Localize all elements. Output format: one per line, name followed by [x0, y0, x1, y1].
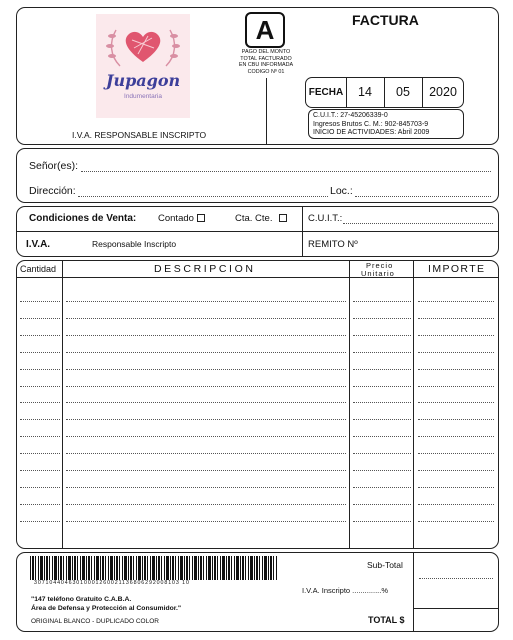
invoice-letter: A: [245, 12, 285, 48]
consumer-line-1: "147 teléfono Gratuito C.A.B.A.: [31, 596, 132, 603]
item-line[interactable]: [353, 436, 411, 437]
item-line[interactable]: [66, 419, 346, 420]
item-line[interactable]: [20, 487, 60, 488]
item-line[interactable]: [66, 318, 346, 319]
item-line[interactable]: [418, 419, 494, 420]
item-line[interactable]: [20, 369, 60, 370]
direccion-label: Dirección:: [29, 185, 76, 197]
col-precio-2: Unitario: [361, 268, 395, 278]
senor-label: Señor(es):: [29, 160, 79, 172]
consumer-line-2: Área de Defensa y Protección al Consumidor.": [31, 605, 182, 612]
item-line[interactable]: [66, 504, 346, 505]
client-box: [16, 148, 499, 203]
company-cuit: C.U.I.T.: 27-45206339-0: [313, 112, 388, 119]
item-line[interactable]: [353, 352, 411, 353]
ingresos-brutos: Ingresos Brutos C. M.: 902-845703-9: [313, 120, 429, 128]
item-line[interactable]: [20, 436, 60, 437]
cta-cte-label: Cta. Cte.: [235, 213, 273, 224]
barcode: [30, 556, 278, 580]
loc-label: Loc.:: [330, 185, 353, 197]
contado-label: Contado: [158, 213, 194, 224]
iva-inscripto-label: I.V.A. Inscripto ..............%: [302, 586, 389, 595]
contado-checkbox[interactable]: [197, 214, 205, 222]
item-line[interactable]: [418, 487, 494, 488]
letter-note-1: PAGO DEL MONTO: [241, 49, 291, 55]
item-line[interactable]: [418, 470, 494, 471]
copies-note: ORIGINAL BLANCO - DUPLICADO COLOR: [31, 618, 159, 625]
item-line[interactable]: [353, 521, 411, 522]
client-cuit-field[interactable]: [343, 223, 493, 224]
item-line[interactable]: [418, 504, 494, 505]
conditions-label: Condiciones de Venta:: [29, 213, 137, 224]
item-line[interactable]: [20, 419, 60, 420]
item-line[interactable]: [66, 470, 346, 471]
col-descripcion: DESCRIPCION: [154, 263, 256, 275]
cta-cte-option[interactable]: [235, 214, 287, 224]
date-day[interactable]: 14: [358, 85, 372, 99]
remito-label: REMITO Nº: [308, 239, 358, 250]
contado-option[interactable]: [158, 214, 205, 224]
item-line[interactable]: [66, 386, 346, 387]
item-line[interactable]: [20, 470, 60, 471]
col-cantidad: Cantidad: [20, 264, 57, 274]
item-line[interactable]: [20, 335, 60, 336]
item-line[interactable]: [353, 419, 411, 420]
item-line[interactable]: [20, 386, 60, 387]
company-logo: [96, 14, 190, 118]
items-table: [16, 260, 499, 549]
senor-field[interactable]: [81, 171, 491, 172]
item-line[interactable]: [353, 301, 411, 302]
col-precio-1: Precio: [366, 261, 394, 270]
item-line[interactable]: [20, 521, 60, 522]
item-line[interactable]: [20, 318, 60, 319]
item-line[interactable]: [20, 402, 60, 403]
item-line[interactable]: [66, 487, 346, 488]
item-line[interactable]: [353, 470, 411, 471]
date-label: FECHA: [308, 87, 344, 98]
item-line[interactable]: [66, 301, 346, 302]
item-line[interactable]: [66, 352, 346, 353]
letter-note-4: CODIGO Nº 01: [247, 68, 285, 75]
item-line[interactable]: [418, 453, 494, 454]
item-line[interactable]: [66, 436, 346, 437]
heart-laurel-icon: [96, 16, 190, 74]
item-line[interactable]: [418, 521, 494, 522]
subtotal-label: Sub-Total: [367, 560, 403, 570]
loc-field[interactable]: [355, 196, 491, 197]
letter-note-2: TOTAL FACTURADO: [240, 55, 292, 62]
item-line[interactable]: [418, 386, 494, 387]
header-divider: [266, 78, 267, 145]
item-line[interactable]: [418, 301, 494, 302]
subtotal-field[interactable]: [419, 578, 493, 579]
item-line[interactable]: [66, 369, 346, 370]
item-line[interactable]: [20, 301, 60, 302]
item-line[interactable]: [66, 335, 346, 336]
item-line[interactable]: [353, 453, 411, 454]
item-line[interactable]: [20, 352, 60, 353]
item-line[interactable]: [353, 335, 411, 336]
iva-condition: I.V.A. RESPONSABLE INSCRIPTO: [72, 130, 207, 140]
client-cuit-label: C.U.I.T.:: [308, 213, 343, 224]
barcode-number: 30710440463010001260021136806292008103 10: [34, 580, 190, 586]
date-year[interactable]: 2020: [429, 85, 457, 99]
col-importe: IMPORTE: [428, 263, 486, 275]
total-label: TOTAL $: [368, 615, 405, 625]
item-line[interactable]: [418, 352, 494, 353]
item-line[interactable]: [418, 402, 494, 403]
cta-cte-checkbox[interactable]: [279, 214, 287, 222]
item-line[interactable]: [66, 453, 346, 454]
brand-name: Jupagon: [105, 71, 181, 90]
direccion-field[interactable]: [78, 196, 328, 197]
item-line[interactable]: [353, 504, 411, 505]
iva-value: Responsable Inscripto: [92, 239, 177, 249]
item-line[interactable]: [353, 318, 411, 319]
item-line[interactable]: [66, 402, 346, 403]
letter-note-3: EN CBU INFORMADA: [238, 62, 294, 68]
date-month[interactable]: 05: [396, 85, 410, 99]
item-line[interactable]: [353, 402, 411, 403]
item-line[interactable]: [418, 318, 494, 319]
iva-label: I.V.A.: [26, 239, 51, 250]
item-line[interactable]: [20, 504, 60, 505]
item-line[interactable]: [353, 487, 411, 488]
brand-subtitle: Indumentaria: [124, 93, 162, 100]
item-line[interactable]: [418, 335, 494, 336]
item-line[interactable]: [20, 453, 60, 454]
item-line[interactable]: [66, 521, 346, 522]
item-line[interactable]: [418, 369, 494, 370]
item-line[interactable]: [353, 386, 411, 387]
item-line[interactable]: [353, 369, 411, 370]
item-line[interactable]: [418, 436, 494, 437]
doc-title: FACTURA: [352, 12, 419, 28]
inicio-actividades: INICIO DE ACTIVIDADES: Abril 2009: [313, 129, 430, 136]
